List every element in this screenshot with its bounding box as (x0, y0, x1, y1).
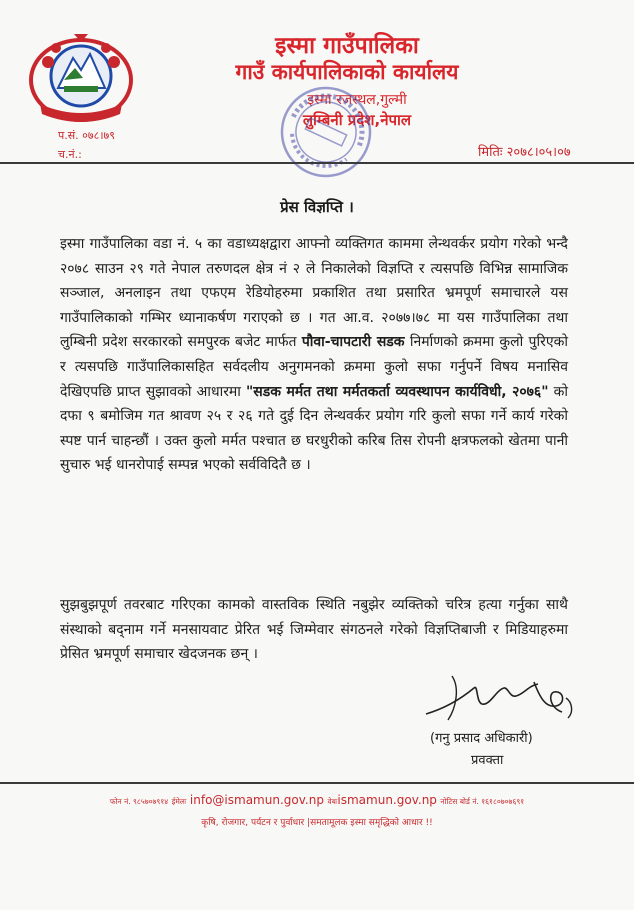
paragraph-1-part-b: निर्माणको क्रममा कुलो पुरिएको र त्यसपछि गाउँपालिकासहित सर्वदलीय अनुगमनको क्रममा कुलो सफा गर्नुपर्ने विषय मनासिव देखिएपछि प्राप्त सुझावको आधारमा (60, 334, 568, 400)
paragraph-1 (60, 232, 568, 478)
footer-phone: फोन नं. ९८५७०७९१४ (109, 797, 169, 806)
office-name: गाउँ कार्यपालिकाको कार्यालय (235, 60, 459, 84)
signatory-name: (गनु प्रसाद अधिकारी) (430, 731, 533, 746)
paragraph-1-part-c: को दफा ९ बमोजिम गत श्रावण २५ र २६ गते दुई दिन लेन्थवर्कर प्रयोग गरि कुलो सफा गर्ने कार्य गरेको स्पष्ट पार्न चाहन्छौं । उक्त कुलो मर्मत पश्चात छ घरधुरीको करिब तिस रोपनी क्षत्रफलको खेतमा पानी सुचारु भई धानरोपाई सम्पन्न भएको सर्वविदितै छ । (60, 383, 568, 474)
footer-divider (0, 782, 634, 784)
paragraph-2-text: सुझबुझपूर्ण तवरबाट गरिएका कामको वास्तविक स्थिति नबुझेर व्यक्तिको चरित्र हत्या गर्नुका साथै संस्थाको बद्नाम गर्ने मनसायवाट प्रेरित भई जिम्मेवार संगठनले गरेको विज्ञप्तिबाजी र मिडियाहरुमा प्रेसित भ्रमपूर्ण समाचार खेदजनक छन् । (60, 597, 568, 663)
letter-heading: प्रेस विज्ञप्ति । (280, 198, 354, 216)
org-name: इस्मा गाउँपालिका (275, 33, 419, 59)
paragraph-1-part-a: इस्मा गाउँपालिका वडा नं. ५ का वडाध्यक्षद्वारा आफ्नो व्यक्तिगत काममा लेन्थवर्कर प्रयोग गरेको भन्दै २०७८ साउन २९ गते नेपाल तरुणदल क्षेत्र नं २ ले निकालेको विज्ञप्ति र त्यसपछि विभिन्न सामाजिक सञ्जाल, अनलाइन तथा एफएम रेडियोहरुमा प्रकाशित तथा प्रसारित भ्रमपूर्ण समाचारले यस गाउँपालिकाको गम्भिर ध्यानाकर्षण गराएको छ । गत आ.व. २०७७।७८ मा यस गाउँपालिका तथा लुम्बिनी प्रदेश सरकारको समपुरक बजेट मार्फत (60, 236, 568, 351)
road-name: पौवा-चापटारी सडक (301, 334, 405, 351)
footer-slogan: कृषि, रोजगार, पर्यटन र पुर्वाधार |समतामूलक इस्मा समृद्धिको आधार !! (201, 818, 433, 828)
footer-website[interactable]: ismamun.gov.np (337, 793, 437, 807)
footer-notice-board: नोटिस बोर्ड नं. १६१८०७०७६९१ (440, 797, 525, 806)
office-stamp (276, 82, 376, 182)
paragraph-2 (60, 593, 568, 667)
signatory-role: प्रवक्ता (471, 753, 504, 768)
dispatch-number: च.नं.: (58, 148, 82, 161)
footer-email-label: ईमेलः (171, 797, 187, 806)
reference-number: प.सं. ०७८।७९ (58, 129, 115, 142)
footer-contacts (0, 793, 634, 807)
address-line-1: इस्मा रजस्थल,गुल्मी (307, 92, 407, 108)
address-line-2: लुम्बिनी प्रदेश,नेपाल (302, 111, 412, 129)
procedure-name: "सडक मर्मत तथा मर्मतकर्ता व्यवस्थापन कार्यविधी, २०७६" (246, 383, 549, 400)
footer-email[interactable]: info@ismamun.gov.np (189, 793, 324, 807)
letter-date: मितिः २०७८।०५।०७ (478, 145, 571, 160)
footer-web-label: वेबः (327, 797, 338, 806)
signature (416, 668, 584, 728)
header-divider (0, 162, 634, 164)
